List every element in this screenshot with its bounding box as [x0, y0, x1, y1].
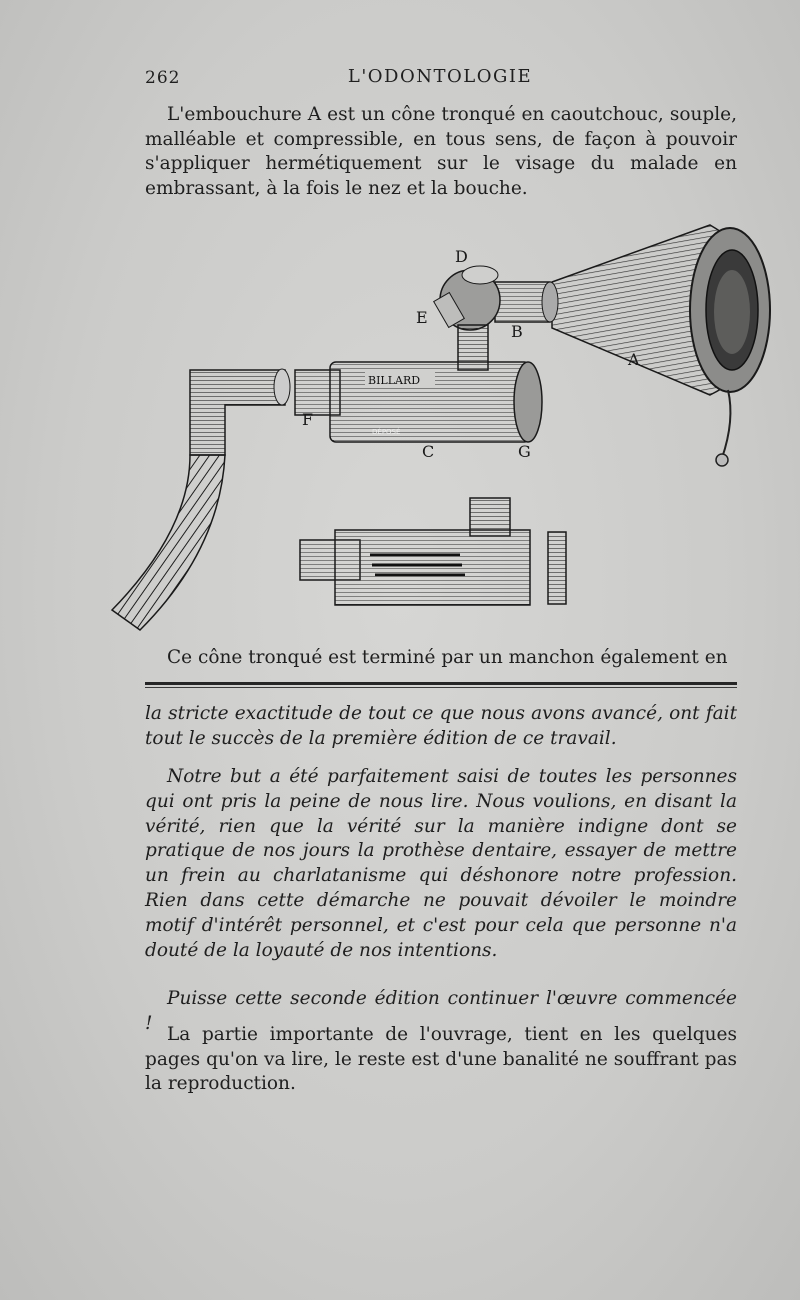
page-number: 262	[145, 68, 181, 88]
italic-paragraph-1-text: la stricte exactitude de tout ce que nous avons avancé, ont fait tout le succès de la première édition de ce travail.	[145, 703, 737, 749]
label-b: B	[511, 322, 523, 341]
label-e: E	[416, 308, 428, 327]
intro-paragraph-text: L'embouchure A est un cône tronqué en caoutchouc, souple, malléable et compressible, en tous sens, de façon à pouvoir s'appliquer hermétiquement sur le visage du malade en embrassant, à la fois le nez et la bouche.	[145, 104, 737, 199]
label-f: F	[302, 410, 314, 429]
label-c: C	[422, 442, 435, 461]
page-header	[145, 62, 735, 92]
connector-tube	[495, 282, 558, 322]
intro-paragraph	[145, 103, 737, 201]
label-a: A	[628, 350, 640, 369]
elbow-hose	[112, 369, 290, 630]
label-d: D	[455, 247, 468, 266]
running-head: L'ODONTOLOGIE	[347, 66, 533, 87]
section-rule-thick	[145, 682, 737, 685]
continuation-line-text: Ce cône tronqué est terminé par un manchon également en	[167, 647, 728, 668]
filter-cartridge	[300, 498, 566, 605]
valve-head	[434, 266, 500, 370]
continuation-line	[145, 646, 737, 671]
apparatus-illustration	[110, 220, 790, 650]
section-rule-thin	[145, 687, 737, 688]
closing-paragraph	[145, 1023, 737, 1097]
cone-mouthpiece	[552, 225, 770, 466]
italic-paragraph-3-text: Puisse cette seconde édition continuer l'œuvre commencée !	[145, 988, 737, 1034]
italic-paragraph-1	[145, 702, 737, 752]
apparatus-engraving	[110, 220, 790, 650]
main-cylinder	[295, 362, 542, 442]
italic-paragraph-2-text: Notre but a été parfaitement saisi de toutes les personnes qui ont pris la peine de nous lire. Nous voulions, en disant la vérité, rien que la vérité sur la manière indigne dont se pratique de nos jours la prothèse dentaire, essayer de mettre un frein au charlatanisme qui déshonore notre profession. Rien dans cette démarche ne pouvait dévoiler le moindre motif d'intérêt personnel, et c'est pour cela que personne n'a douté de la loyauté de nos intentions.	[145, 766, 737, 961]
maker-mark: BILLARD	[368, 374, 421, 387]
label-g: G	[518, 442, 531, 461]
italic-paragraph-2	[145, 765, 737, 963]
closing-paragraph-text: La partie importante de l'ouvrage, tient en les quelques pages qu'on va lire, le reste est d'une banalité ne souffrant pas la reproduction.	[145, 1024, 737, 1094]
deposit-mark: DÉPOSÉ	[372, 428, 401, 436]
